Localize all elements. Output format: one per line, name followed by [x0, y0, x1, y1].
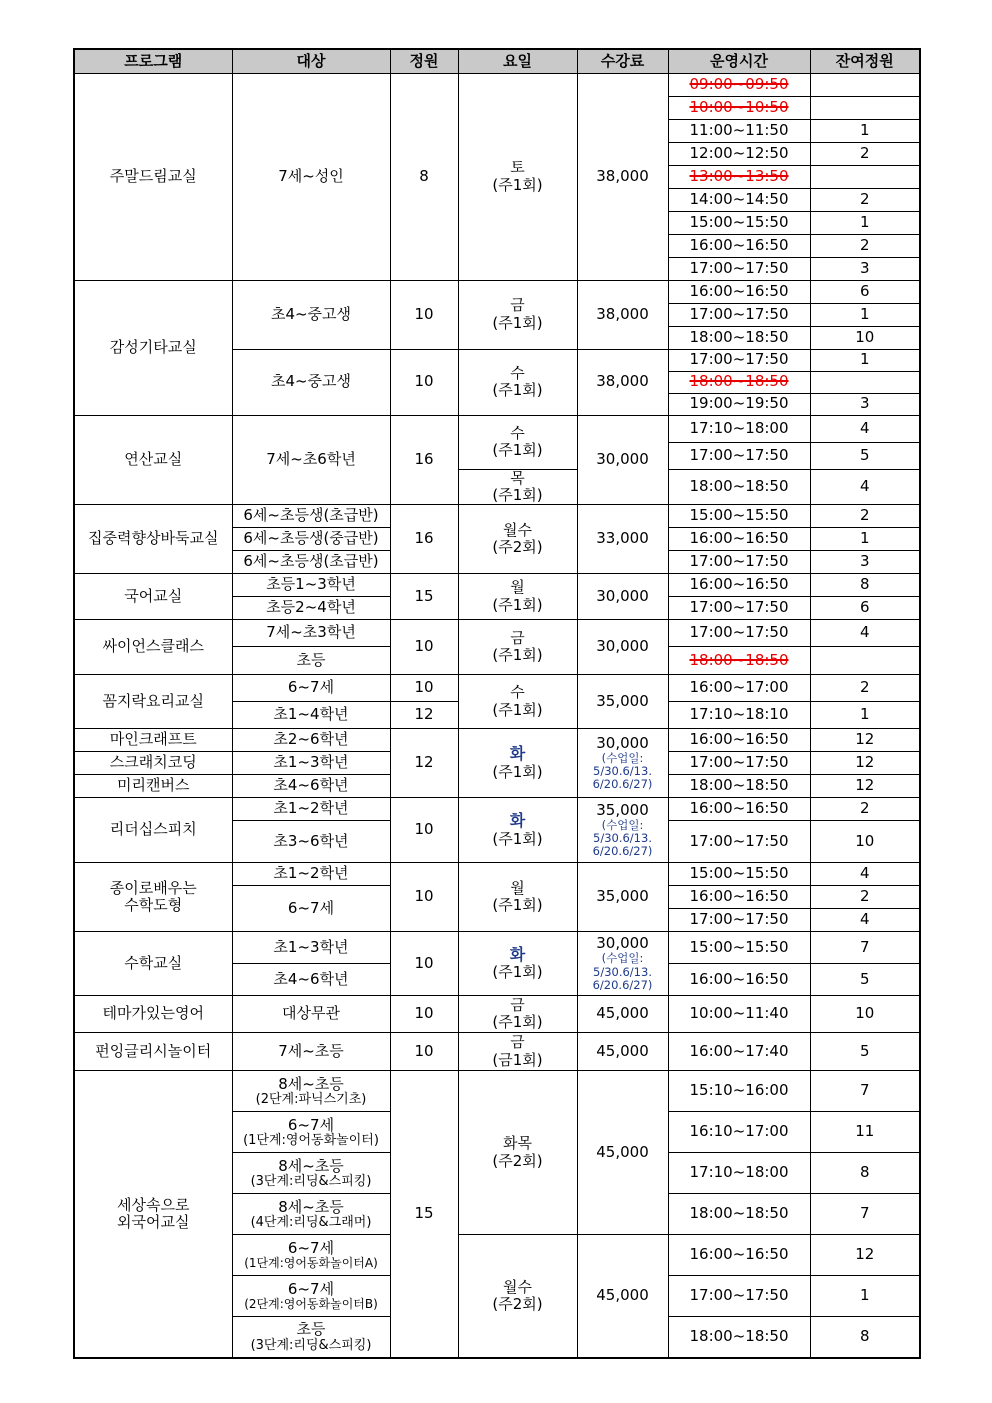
table-row	[74, 505, 920, 528]
day-cell: 금 (주1회)	[458, 280, 577, 349]
fee-cell: 45,000	[577, 996, 668, 1033]
target-cell: 7세~초3학년	[232, 620, 390, 647]
capacity-cell: 10	[390, 349, 458, 415]
capacity-cell: 16	[390, 415, 458, 505]
capacity-cell: 10	[390, 675, 458, 702]
table-row	[74, 574, 920, 597]
target-cell: 7세~성인	[232, 73, 390, 280]
remain-cell: 1	[810, 702, 920, 729]
time-cell: 13:00~13:50	[668, 165, 810, 188]
time-cell: 16:00~16:50	[668, 798, 810, 821]
program-cell: 리더십스피치	[74, 798, 232, 863]
remain-cell: 12	[810, 775, 920, 798]
header-row	[74, 49, 920, 73]
capacity-cell: 10	[390, 280, 458, 349]
time-cell: 16:00~16:50	[668, 528, 810, 551]
program-cell: 감성기타교실	[74, 280, 232, 415]
remain-cell: 7	[810, 932, 920, 964]
time-cell: 16:00~16:50	[668, 729, 810, 752]
day-cell: 목 (주1회)	[458, 469, 577, 505]
target-cell: 초4~중고생	[232, 349, 390, 415]
fee-cell: 35,000	[577, 675, 668, 729]
day-cell: 금 (주1회)	[458, 620, 577, 675]
remain-cell: 5	[810, 1033, 920, 1071]
capacity-cell: 10	[390, 996, 458, 1033]
program-cell: 종이로배우는 수학도형	[74, 863, 232, 932]
time-cell: 18:00~18:50	[668, 326, 810, 349]
program-cell: 꼼지락요리교실	[74, 675, 232, 729]
target-cell: 초1~3학년	[232, 752, 390, 775]
target-cell: 초등2~4학년	[232, 597, 390, 620]
remain-cell: 1	[810, 1276, 920, 1317]
target-cell: 6세~초등생(초급반)	[232, 551, 390, 574]
target-cell: 초1~4학년	[232, 702, 390, 729]
time-cell: 17:00~17:50	[668, 551, 810, 574]
time-cell: 17:00~17:50	[668, 442, 810, 469]
fee-note: (수업일: 5/30.6/13. 6/20.6/27)	[592, 750, 653, 792]
target-cell: 대상무관	[232, 996, 390, 1033]
fee-cell: 33,000	[577, 505, 668, 574]
capacity-cell: 10	[390, 1033, 458, 1071]
remain-cell: 4	[810, 863, 920, 886]
remain-cell: 2	[810, 798, 920, 821]
time-cell: 17:00~17:50	[668, 909, 810, 932]
remain-cell: 5	[810, 442, 920, 469]
day-cell: 월수 (주2회)	[458, 505, 577, 574]
time-cell: 12:00~12:50	[668, 142, 810, 165]
target-cell: 6세~초등생(중급반)	[232, 528, 390, 551]
remain-cell: 4	[810, 620, 920, 647]
remain-cell: 6	[810, 597, 920, 620]
day-cell: 금 (금1회)	[458, 1033, 577, 1071]
time-cell: 18:00~18:50	[668, 371, 810, 393]
target-cell: 초등	[232, 647, 390, 675]
remain-cell: 1	[810, 528, 920, 551]
day-cell: 월 (주1회)	[458, 863, 577, 932]
remain-cell: 1	[810, 119, 920, 142]
day-cell: 수 (주1회)	[458, 675, 577, 729]
remain-cell: 2	[810, 505, 920, 528]
target-cell: 7세~초6학년	[232, 415, 390, 505]
target-cell: 6~7세	[232, 675, 390, 702]
target-cell: 6~7세 (1단계:영어동화놀이터)	[232, 1112, 390, 1153]
header-capacity: 정원	[390, 49, 458, 73]
time-cell: 16:00~16:50	[668, 1235, 810, 1276]
day-cell: 화 (주1회)	[458, 932, 577, 996]
time-cell: 15:00~15:50	[668, 211, 810, 234]
fee-note: (수업일: 5/30.6/13. 6/20.6/27)	[592, 951, 653, 992]
remain-cell	[810, 165, 920, 188]
fee-cell: 30,000	[577, 415, 668, 505]
program-cell: 싸이언스클래스	[74, 620, 232, 675]
capacity-cell: 15	[390, 1071, 458, 1358]
target-cell: 6~7세 (2단계:영어동화놀이터B)	[232, 1276, 390, 1317]
target-cell: 초등1~3학년	[232, 574, 390, 597]
day-cell: 토 (주1회)	[458, 73, 577, 280]
time-cell: 17:10~18:10	[668, 702, 810, 729]
time-cell: 17:00~17:50	[668, 620, 810, 647]
capacity-cell: 15	[390, 574, 458, 620]
remain-cell: 5	[810, 964, 920, 996]
remain-cell: 4	[810, 909, 920, 932]
program-cell: 미리캔버스	[74, 775, 232, 798]
capacity-cell: 10	[390, 863, 458, 932]
target-cell: 8세~초등 (4단계:리딩&그래머)	[232, 1194, 390, 1235]
target-cell: 8세~초등 (3단계:리딩&스피킹)	[232, 1153, 390, 1194]
remain-cell	[810, 73, 920, 96]
time-cell: 18:00~18:50	[668, 647, 810, 675]
table-row	[74, 996, 920, 1033]
remain-cell: 8	[810, 574, 920, 597]
program-cell: 집중력향상바둑교실	[74, 505, 232, 574]
time-cell: 16:00~16:50	[668, 280, 810, 303]
time-cell: 15:10~16:00	[668, 1071, 810, 1112]
table-row	[74, 1071, 920, 1112]
time-cell: 16:00~16:50	[668, 964, 810, 996]
remain-cell: 8	[810, 1317, 920, 1358]
capacity-cell: 10	[390, 620, 458, 675]
program-cell: 주말드림교실	[74, 73, 232, 280]
fee-cell: 35,000 (수업일: 5/30.6/13. 6/20.6/27)	[577, 798, 668, 863]
remain-cell: 7	[810, 1071, 920, 1112]
capacity-cell: 12	[390, 702, 458, 729]
time-cell: 17:00~17:50	[668, 349, 810, 371]
remain-cell: 11	[810, 1112, 920, 1153]
fee-cell: 45,000	[577, 1033, 668, 1071]
remain-cell: 4	[810, 415, 920, 442]
time-cell: 16:00~16:50	[668, 886, 810, 909]
target-cell: 8세~초등 (2단계:파닉스기초)	[232, 1071, 390, 1112]
table-row	[74, 280, 920, 303]
day-cell: 월수 (주2회)	[458, 1235, 577, 1358]
time-cell: 16:00~17:40	[668, 1033, 810, 1071]
time-cell: 17:00~17:50	[668, 1276, 810, 1317]
table-row	[74, 729, 920, 752]
remain-cell: 3	[810, 551, 920, 574]
target-cell: 6~7세 (1단계:영어동화놀이터A)	[232, 1235, 390, 1276]
program-cell: 국어교실	[74, 574, 232, 620]
time-cell: 17:00~17:50	[668, 597, 810, 620]
table-row	[74, 415, 920, 442]
program-cell: 스크래치코딩	[74, 752, 232, 775]
time-cell: 10:00~11:40	[668, 996, 810, 1033]
time-cell: 17:00~17:50	[668, 303, 810, 326]
target-cell: 7세~초등	[232, 1033, 390, 1071]
time-cell: 16:00~16:50	[668, 234, 810, 257]
time-cell: 16:00~16:50	[668, 574, 810, 597]
remain-cell: 4	[810, 469, 920, 505]
target-cell: 초1~2학년	[232, 798, 390, 821]
header-day: 요일	[458, 49, 577, 73]
target-cell: 초1~3학년	[232, 932, 390, 964]
header-fee: 수강료	[577, 49, 668, 73]
table-row	[74, 798, 920, 821]
day-cell: 화 (주1회)	[458, 798, 577, 863]
remain-cell: 3	[810, 257, 920, 280]
time-cell: 16:10~17:00	[668, 1112, 810, 1153]
day-cell: 월 (주1회)	[458, 574, 577, 620]
table-row	[74, 863, 920, 886]
fee-cell: 45,000	[577, 1235, 668, 1358]
remain-cell: 2	[810, 188, 920, 211]
time-cell: 09:00~09:50	[668, 73, 810, 96]
time-cell: 18:00~18:50	[668, 1194, 810, 1235]
time-cell: 18:00~18:50	[668, 1317, 810, 1358]
remain-cell: 1	[810, 349, 920, 371]
time-cell: 17:00~17:50	[668, 821, 810, 863]
time-cell: 18:00~18:50	[668, 469, 810, 505]
capacity-cell: 16	[390, 505, 458, 574]
time-cell: 15:00~15:50	[668, 505, 810, 528]
time-cell: 16:00~17:00	[668, 675, 810, 702]
target-cell: 초2~6학년	[232, 729, 390, 752]
time-cell: 11:00~11:50	[668, 119, 810, 142]
target-cell: 6세~초등생(초급반)	[232, 505, 390, 528]
remain-cell: 12	[810, 1235, 920, 1276]
target-cell: 6~7세	[232, 886, 390, 932]
time-cell: 15:00~15:50	[668, 932, 810, 964]
program-cell: 연산교실	[74, 415, 232, 505]
time-cell: 15:00~15:50	[668, 863, 810, 886]
capacity-cell: 8	[390, 73, 458, 280]
fee-cell: 30,000	[577, 620, 668, 675]
time-cell: 14:00~14:50	[668, 188, 810, 211]
day-cell: 화 (주1회)	[458, 729, 577, 798]
remain-cell: 2	[810, 675, 920, 702]
day-cell: 수 (주1회)	[458, 415, 577, 469]
fee-note: (수업일: 5/30.6/13. 6/20.6/27)	[592, 817, 653, 859]
fee-cell: 30,000	[577, 574, 668, 620]
remain-cell: 7	[810, 1194, 920, 1235]
header-program: 프로그램	[74, 49, 232, 73]
program-cell: 세상속으로 외국어교실	[74, 1071, 232, 1358]
fee-cell: 38,000	[577, 280, 668, 349]
time-cell: 10:00~10:50	[668, 96, 810, 119]
day-cell: 수 (주1회)	[458, 349, 577, 415]
remain-cell	[810, 371, 920, 393]
fee-cell: 38,000	[577, 349, 668, 415]
target-cell: 초4~중고생	[232, 280, 390, 349]
capacity-cell: 12	[390, 729, 458, 798]
fee-cell: 30,000 (수업일: 5/30.6/13. 6/20.6/27)	[577, 932, 668, 996]
program-cell: 펀잉글리시놀이터	[74, 1033, 232, 1071]
day-cell: 화목 (주2회)	[458, 1071, 577, 1235]
table-row	[74, 620, 920, 647]
program-cell: 테마가있는영어	[74, 996, 232, 1033]
header-target: 대상	[232, 49, 390, 73]
time-cell: 17:10~18:00	[668, 1153, 810, 1194]
fee-cell: 38,000	[577, 73, 668, 280]
remain-cell: 10	[810, 326, 920, 349]
remain-cell: 12	[810, 729, 920, 752]
remain-cell: 1	[810, 303, 920, 326]
target-cell: 초4~6학년	[232, 775, 390, 798]
header-time: 운영시간	[668, 49, 810, 73]
remain-cell: 1	[810, 211, 920, 234]
target-cell: 초등 (3단계:리딩&스피킹)	[232, 1317, 390, 1358]
header-remain: 잔여정원	[810, 49, 920, 73]
program-cell: 수학교실	[74, 932, 232, 996]
remain-cell: 6	[810, 280, 920, 303]
schedule-table	[73, 48, 921, 1359]
fee-cell: 45,000	[577, 1071, 668, 1235]
time-cell: 18:00~18:50	[668, 775, 810, 798]
target-cell: 초4~6학년	[232, 964, 390, 996]
capacity-cell: 10	[390, 798, 458, 863]
time-cell: 17:00~17:50	[668, 257, 810, 280]
day-cell: 금 (주1회)	[458, 996, 577, 1033]
table-row	[74, 73, 920, 96]
remain-cell: 8	[810, 1153, 920, 1194]
target-cell: 초1~2학년	[232, 863, 390, 886]
remain-cell: 12	[810, 752, 920, 775]
program-cell: 마인크래프트	[74, 729, 232, 752]
remain-cell: 10	[810, 821, 920, 863]
time-cell: 17:10~18:00	[668, 415, 810, 442]
remain-cell: 2	[810, 234, 920, 257]
table-row	[74, 1033, 920, 1071]
remain-cell: 2	[810, 886, 920, 909]
target-cell: 초3~6학년	[232, 821, 390, 863]
table-row	[74, 932, 920, 964]
remain-cell	[810, 96, 920, 119]
remain-cell: 3	[810, 393, 920, 415]
remain-cell	[810, 647, 920, 675]
fee-cell: 35,000	[577, 863, 668, 932]
time-cell: 19:00~19:50	[668, 393, 810, 415]
remain-cell: 10	[810, 996, 920, 1033]
capacity-cell: 10	[390, 932, 458, 996]
table-row	[74, 675, 920, 702]
remain-cell: 2	[810, 142, 920, 165]
time-cell: 17:00~17:50	[668, 752, 810, 775]
fee-cell: 30,000 (수업일: 5/30.6/13. 6/20.6/27)	[577, 729, 668, 798]
